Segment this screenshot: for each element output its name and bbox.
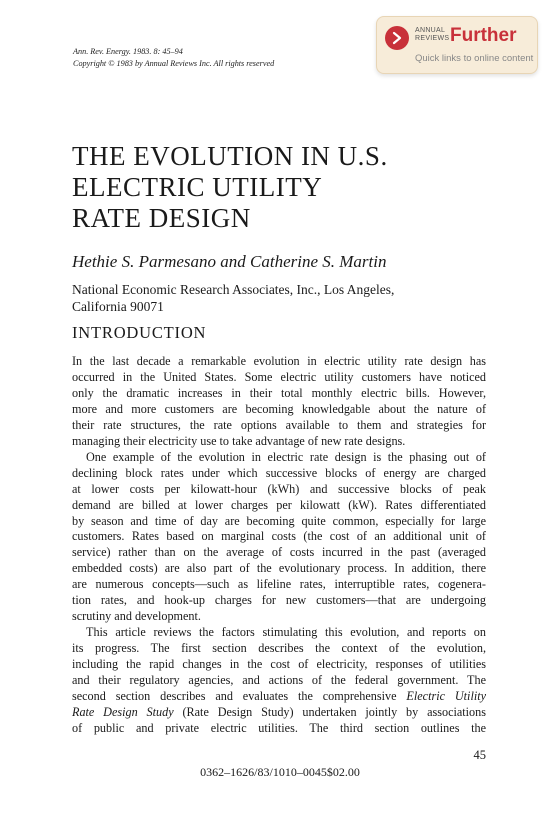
- body-line: One example of the evolution in electric rate design is the phasing out of: [86, 449, 486, 464]
- body-line: demand are billed at lower charges per kilowatt (kW). Rates differentiated: [72, 497, 486, 512]
- badge-publisher-label: ANNUAL REVIEWS: [415, 27, 450, 42]
- body-line: only the dramatic increases in their total monthly electric bills. However,: [72, 385, 486, 400]
- price-code: 0362–1626/83/1010–0045$02.00: [200, 765, 360, 779]
- badge-further-label: Further: [450, 25, 517, 46]
- body-line: and their regulatory agencies, and actions of the federal government. The: [72, 673, 486, 688]
- title-line-2: ELECTRIC UTILITY: [72, 172, 323, 202]
- body-line: more and more customers are becoming knowledgable about the nature of: [72, 401, 486, 416]
- body-line: In the last decade a remarkable evolution in electric utility rate design has: [72, 354, 486, 368]
- page-number: 45: [473, 748, 486, 762]
- body-line: Rate Design Study (Rate Design Study) undertaken jointly by associations: [72, 704, 486, 719]
- body-line: are numerous concepts—such as lifeline rates, interruptible rates, cogenera-: [72, 577, 486, 592]
- title-line-3: RATE DESIGN: [72, 203, 251, 233]
- body-line: This article reviews the factors stimulating this evolution, and reports on: [86, 625, 486, 640]
- body-line: by season and time of day are becoming quite common, especially for large: [72, 513, 486, 528]
- body-line: occurred in the United States. Some electric utility customers have noticed: [72, 369, 486, 384]
- body-line: its progress. The first section describes the context of the evolution,: [72, 641, 486, 656]
- body-line: second section describes and evaluates the comprehensive Electric Utility: [72, 689, 487, 704]
- body-line: at lower costs per kilowatt-hour (kWh) and successive blocks of peak: [72, 481, 486, 496]
- body-line: declining block rates under which successive blocks of energy are charged: [72, 465, 486, 480]
- affiliation-line-2: California 90071: [72, 299, 164, 314]
- body-line: tion rates, and hook-up charges for new customers—that are undergoing: [72, 593, 486, 608]
- article-title: [72, 141, 388, 234]
- body-line: service) rather than on the average of costs incurred in the past (averaged: [72, 545, 486, 560]
- body-line: managing their electricity use to take advantage of new rate designs.: [72, 433, 406, 448]
- affiliation-line-1: National Economic Research Associates, Inc., Los Angeles,: [72, 282, 395, 297]
- body-text: [72, 354, 486, 737]
- body-line: scrutiny and development.: [72, 609, 201, 624]
- body-line: including the rapid changes in the cost of electricity, responses of utilities: [72, 657, 486, 672]
- section-heading: INTRODUCTION: [72, 323, 207, 342]
- badge-tagline: Quick links to online content: [415, 53, 534, 64]
- article-authors: Hethie S. Parmesano and Catherine S. Martin: [72, 252, 387, 271]
- author-affiliation: [72, 281, 394, 315]
- body-line: customers. Rates based on marginal costs (the cost of an additional unit of: [72, 529, 486, 544]
- annual-reviews-further-badge[interactable]: [376, 16, 538, 74]
- citation-line-2: Copyright © 1983 by Annual Reviews Inc. All rights reserved: [73, 59, 275, 68]
- body-line: embedded costs) are also part of the evolutionary process. In addition, there: [72, 561, 486, 576]
- title-line-1: THE EVOLUTION IN U.S.: [72, 141, 388, 171]
- body-line: their rate structures, the rate options available to them and strategies for: [72, 417, 486, 432]
- citation-line-1: Ann. Rev. Energy. 1983. 8: 45–94: [73, 47, 183, 56]
- arrow-right-icon: [385, 26, 409, 50]
- journal-citation: [73, 46, 274, 70]
- body-line: of public and private electric utilities. The third section outlines the: [72, 720, 486, 735]
